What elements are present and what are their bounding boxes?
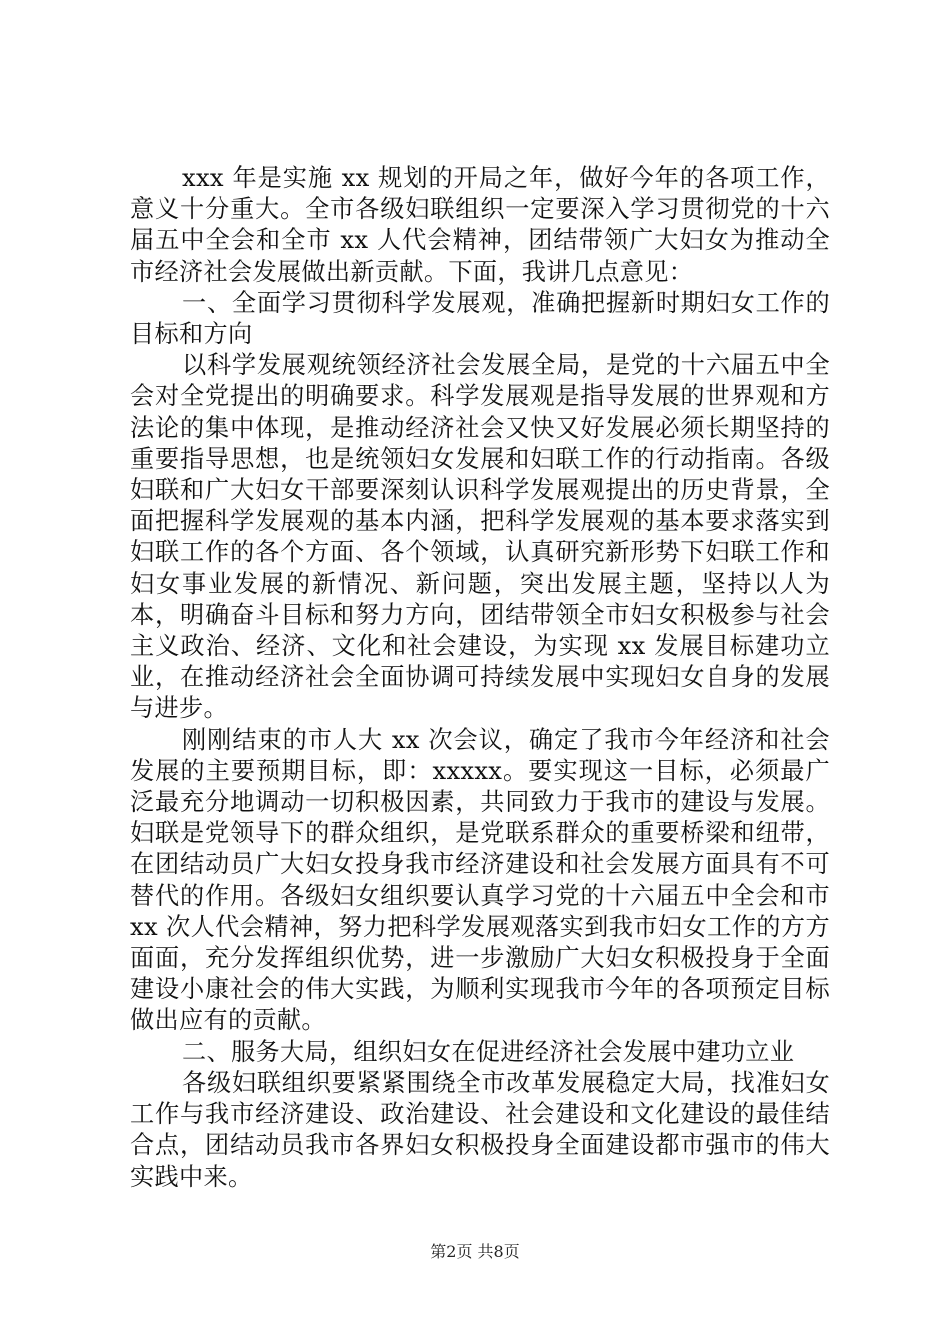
document-body xyxy=(130,163,830,1193)
paragraph-serve-overall: 各级妇联组织要紧紧围绕全市改革发展稳定大局，找准妇女工作与我市经济建设、政治建设、社会建设和文化建设的最佳结合点，团结动员我市各界妇女积极投身全面建设都市强市的伟大实践中来。 xyxy=(130,1068,830,1191)
page-number: 第2页 共8页 xyxy=(430,1242,520,1261)
page-footer xyxy=(0,1242,950,1262)
paragraph-scientific-development: 以科学发展观统领经济社会发展全局，是党的十六届五中全会对全党提出的明确要求。科学发展观是指导发展的世界观和方法论的集中体现，是推动经济社会又快又好发展必须长期坚持的重要指导思想，也是统领妇女发展和妇联工作的行动指南。各级妇联和广大妇女干部要深刻认识科学发展观提出的历史背景，全面把握科学发展观的基本内涵，把科学发展观的基本要求落实到妇联工作的各个方面、各个领域，认真研究新形势下妇联工作和妇女事业发展的新情况、新问题，突出发展主题，坚持以人为本，明确奋斗目标和努力方向，团结带领全市妇女积极参与社会主义政治、经济、文化和社会建设，为实现 xx 发展目标建功立业，在推动经济社会全面协调可持续发展中实现妇女自身的发展与进步。 xyxy=(130,351,830,723)
section-heading-one: 一、全面学习贯彻科学发展观，准确把握新时期妇女工作的目标和方向 xyxy=(130,288,830,349)
section-heading-two: 二、服务大局，组织妇女在促进经济社会发展中建功立业 xyxy=(182,1037,795,1066)
paragraph-city-congress: 刚刚结束的市人大 xx 次会议，确定了我市今年经济和社会发展的主要预期目标，即：xxxxx。要实现这一目标，必须最广泛最充分地调动一切积极因素，共同致力于我市的建设与发展。妇联是党领导下的群众组织，是党联系群众的重要桥梁和纽带，在团结动员广大妇女投身我市经济建设和社会发展方面具有不可替代的作用。各级妇女组织要认真学习党的十六届五中全会和市 xx 次人代会精神，努力把科学发展观落实到我市妇女工作的方方面面，充分发挥组织优势，进一步激励广大妇女积极投身于全面建设小康社会的伟大实践，为顺利实现我市今年的各项预定目标做出应有的贡献。 xyxy=(130,725,830,1035)
paragraph-intro: xxx 年是实施 xx 规划的开局之年，做好今年的各项工作，意义十分重大。全市各级妇联组织一定要深入学习贯彻党的十六届五中全会和全市 xx 人代会精神，团结带领广大妇女为推动全市经济社会发展做出新贡献。下面，我讲几点意见： xyxy=(130,164,830,286)
